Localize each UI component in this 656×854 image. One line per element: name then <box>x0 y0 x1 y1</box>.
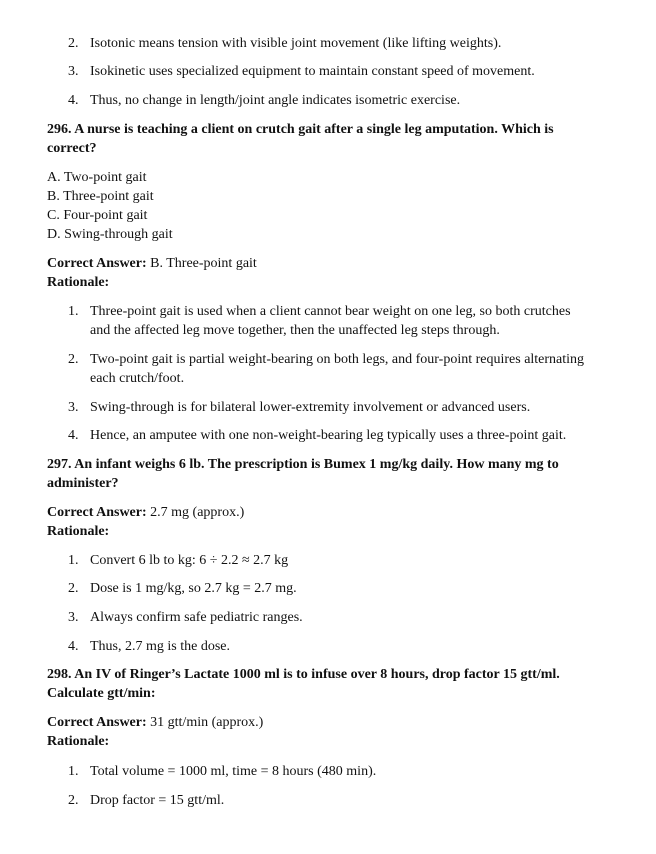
rationale-item: 3. Always confirm safe pediatric ranges. <box>68 610 303 625</box>
option-d: D. Swing-through gait <box>47 227 173 242</box>
list-item: 3. Isokinetic uses specialized equipment to maintain constant speed of movement. <box>68 64 535 79</box>
question-296-heading-cont: correct? <box>47 141 97 156</box>
question-297-heading-cont: administer? <box>47 476 119 491</box>
question-296-heading: 296. A nurse is teaching a client on crutch gait after a single leg amputation. Which is <box>47 122 554 137</box>
question-298-heading: 298. An IV of Ringer’s Lactate 1000 ml is to infuse over 8 hours, drop factor 15 gtt/ml. <box>47 667 560 682</box>
rationale-label-298: Rationale: <box>47 734 110 749</box>
rationale-item: 1. Total volume = 1000 ml, time = 8 hours (480 min). <box>68 764 377 779</box>
question-297-heading: 297. An infant weighs 6 lb. The prescription is Bumex 1 mg/kg daily. How many mg to <box>47 457 559 472</box>
rationale-item: 4. Thus, 2.7 mg is the dose. <box>68 639 230 654</box>
rationale-item: 2. Dose is 1 mg/kg, so 2.7 kg = 2.7 mg. <box>68 581 297 596</box>
rationale-item-cont: and the affected leg move together, then the unaffected leg steps through. <box>90 323 500 338</box>
correct-answer-298: Correct Answer: 31 gtt/min (approx.) <box>47 715 264 730</box>
rationale-item: 4. Hence, an amputee with one non-weight-bearing leg typically uses a three-point gait. <box>68 428 567 443</box>
correct-answer-297: Correct Answer: 2.7 mg (approx.) <box>47 505 245 520</box>
list-item: 4. Thus, no change in length/joint angle indicates isometric exercise. <box>68 93 461 108</box>
rationale-item: 1. Convert 6 lb to kg: 6 ÷ 2.2 ≈ 2.7 kg <box>68 553 289 568</box>
rationale-label-296: Rationale: <box>47 275 110 290</box>
question-298-heading-cont: Calculate gtt/min: <box>47 686 156 701</box>
rationale-item: 3. Swing-through is for bilateral lower-extremity involvement or advanced users. <box>68 400 531 415</box>
correct-answer-296: Correct Answer: B. Three-point gait <box>47 256 257 271</box>
rationale-item: 2. Drop factor = 15 gtt/ml. <box>68 793 225 808</box>
option-c: C. Four-point gait <box>47 208 148 223</box>
option-b: B. Three-point gait <box>47 189 154 204</box>
rationale-label-297: Rationale: <box>47 524 110 539</box>
rationale-item: 2. Two-point gait is partial weight-bearing on both legs, and four-point requires alternating <box>68 352 585 367</box>
list-item: 2. Isotonic means tension with visible joint movement (like lifting weights). <box>68 36 502 51</box>
option-a: A. Two-point gait <box>47 170 147 185</box>
rationale-item: 1. Three-point gait is used when a client cannot bear weight on one leg, so both crutches <box>68 304 571 319</box>
rationale-item-cont: each crutch/foot. <box>90 371 185 386</box>
